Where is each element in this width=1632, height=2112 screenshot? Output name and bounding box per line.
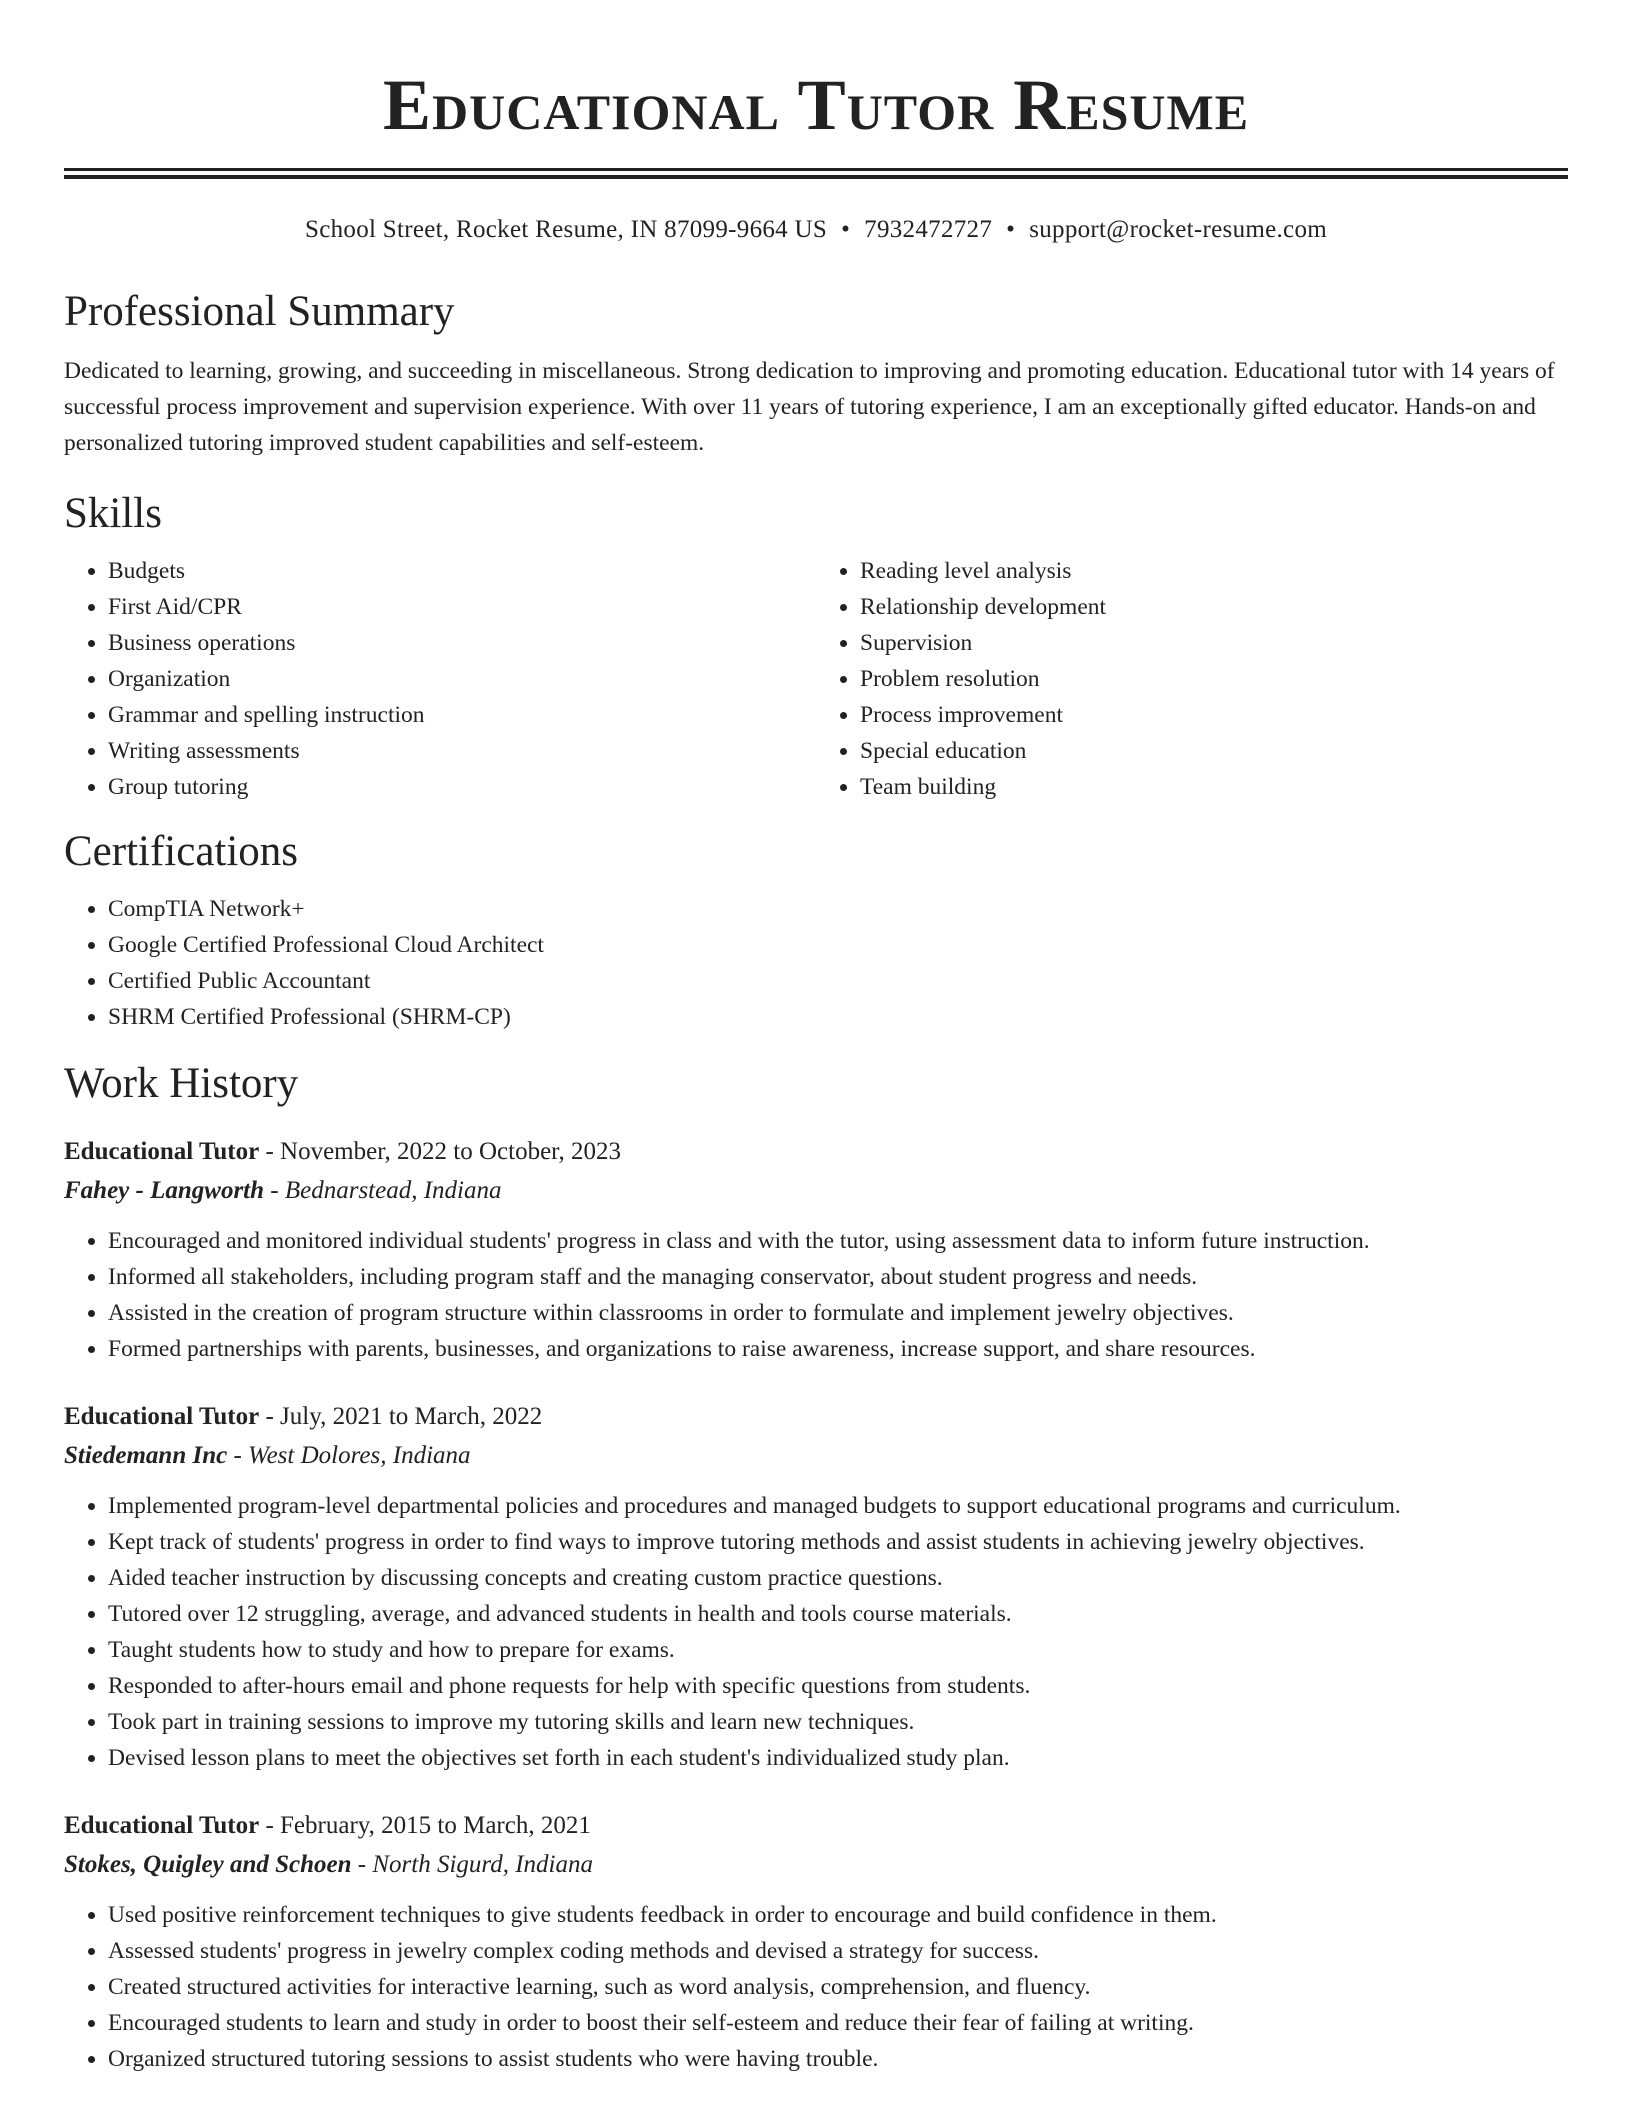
job-header <box>64 1807 1568 1845</box>
job-bullet: • Devised lesson plans to meet the objectives set forth in each student's individualized study plan. <box>108 1740 1568 1776</box>
job-header <box>64 1398 1568 1436</box>
skill-item: • Writing assessments <box>108 733 816 769</box>
job-company: Stokes, Quigley and Schoen <box>64 1851 352 1878</box>
job-bullet: • Took part in training sessions to improve my tutoring skills and learn new techniques. <box>108 1704 1568 1740</box>
job-bullets <box>64 1223 1568 1367</box>
job-bullet: • Organized structured tutoring sessions to assist students who were having trouble. <box>108 2041 1568 2077</box>
job-dates: - November, 2022 to October, 2023 <box>259 1138 622 1165</box>
summary-text: Dedicated to learning, growing, and succeeding in miscellaneous. Strong dedication to improving and promoting education. Educational tutor with 14 years of successful process improvement and supervision experience. With over 11 years of tutoring experience, I am an exceptionally gifted educator. Hands-on and personalized tutoring improved student capabilities and self-esteem. <box>64 358 1555 456</box>
job-bullet: • Assessed students' progress in jewelry complex coding methods and devised a strategy for success. <box>108 1933 1568 1969</box>
job-company: Fahey - Langworth <box>64 1177 265 1204</box>
job-entry <box>64 1807 1568 2077</box>
job-bullet: • Assisted in the creation of program structure within classrooms in order to formulate and implement jewelry objectives. <box>108 1295 1568 1331</box>
certifications-list <box>64 891 1568 1035</box>
certification-item: • CompTIA Network+ <box>108 891 1568 927</box>
job-bullets <box>64 1488 1568 1776</box>
job-bullet: • Kept track of students' progress in order to find ways to improve tutoring methods and assist students in achieving jewelry objectives. <box>108 1524 1568 1560</box>
job-bullet: • Taught students how to study and how to prepare for exams. <box>108 1632 1568 1668</box>
job-dates: - February, 2015 to March, 2021 <box>259 1812 591 1839</box>
skill-item: • First Aid/CPR <box>108 589 816 625</box>
resume-page <box>64 0 1568 2077</box>
skills-list-right <box>816 553 1568 805</box>
skills-heading: Skills <box>64 490 162 537</box>
contact-line <box>64 215 1568 245</box>
skills-list-left <box>64 553 816 805</box>
job-bullet: • Encouraged and monitored individual students' progress in class and with the tutor, using assessment data to inform future instruction. <box>108 1223 1568 1259</box>
job-header <box>64 1133 1568 1171</box>
job-employer <box>64 1845 1568 1885</box>
skill-item: • Supervision <box>860 625 1568 661</box>
summary-heading: Professional Summary <box>64 288 455 335</box>
job-company: Stiedemann Inc <box>64 1442 228 1469</box>
job-dates: - July, 2021 to March, 2022 <box>259 1403 543 1430</box>
skill-item: • Team building <box>860 769 1568 805</box>
job-role: Educational Tutor <box>64 1812 260 1839</box>
job-bullet: • Created structured activities for interactive learning, such as word analysis, comprehension, and fluency. <box>108 1969 1568 2005</box>
title-divider <box>64 168 1568 179</box>
skill-item: • Grammar and spelling instruction <box>108 697 816 733</box>
job-location: - West Dolores, Indiana <box>227 1442 471 1469</box>
skill-item: • Problem resolution <box>860 661 1568 697</box>
job-bullet: • Formed partnerships with parents, businesses, and organizations to raise awareness, increase support, and share resources. <box>108 1331 1568 1367</box>
job-bullet: • Aided teacher instruction by discussing concepts and creating custom practice questions. <box>108 1560 1568 1596</box>
job-employer <box>64 1171 1568 1211</box>
job-role: Educational Tutor <box>64 1138 260 1165</box>
contact-separator: • <box>841 216 851 243</box>
work-history-heading: Work History <box>64 1060 299 1107</box>
job-bullet: • Encouraged students to learn and study in order to boost their self-esteem and reduce their fear of failing at writing. <box>108 2005 1568 2041</box>
skills-columns <box>64 553 1568 805</box>
skill-item: • Special education <box>860 733 1568 769</box>
job-bullet: • Informed all stakeholders, including program staff and the managing conservator, about student progress and needs. <box>108 1259 1568 1295</box>
contact-separator: • <box>1006 216 1016 243</box>
contact-address: School Street, Rocket Resume, IN 87099-9664 US <box>305 216 828 243</box>
job-bullet: • Implemented program-level departmental policies and procedures and managed budgets to support educational programs and curriculum. <box>108 1488 1568 1524</box>
job-bullets <box>64 1897 1568 2077</box>
contact-phone: 7932472727 <box>864 216 993 243</box>
job-bullet: • Used positive reinforcement techniques to give students feedback in order to encourage and build confidence in them. <box>108 1897 1568 1933</box>
skill-item: • Process improvement <box>860 697 1568 733</box>
skill-item: • Reading level analysis <box>860 553 1568 589</box>
job-location: - Bednarstead, Indiana <box>264 1177 502 1204</box>
certification-item: • Certified Public Accountant <box>108 963 1568 999</box>
job-entry <box>64 1133 1568 1367</box>
certification-item: • Google Certified Professional Cloud Architect <box>108 927 1568 963</box>
job-employer <box>64 1436 1568 1476</box>
certification-item: • SHRM Certified Professional (SHRM-CP) <box>108 999 1568 1035</box>
skill-item: • Group tutoring <box>108 769 816 805</box>
job-bullet: • Tutored over 12 struggling, average, and advanced students in health and tools course materials. <box>108 1596 1568 1632</box>
contact-email: support@rocket-resume.com <box>1029 216 1327 243</box>
certifications-heading: Certifications <box>64 828 299 875</box>
skill-item: • Budgets <box>108 553 816 589</box>
job-role: Educational Tutor <box>64 1403 260 1430</box>
skill-item: • Organization <box>108 661 816 697</box>
job-bullet: • Responded to after-hours email and phone requests for help with specific questions from students. <box>108 1668 1568 1704</box>
resume-title: Educational Tutor Resume <box>382 65 1250 145</box>
skill-item: • Relationship development <box>860 589 1568 625</box>
skill-item: • Business operations <box>108 625 816 661</box>
job-entry <box>64 1398 1568 1776</box>
job-location: - North Sigurd, Indiana <box>351 1851 593 1878</box>
